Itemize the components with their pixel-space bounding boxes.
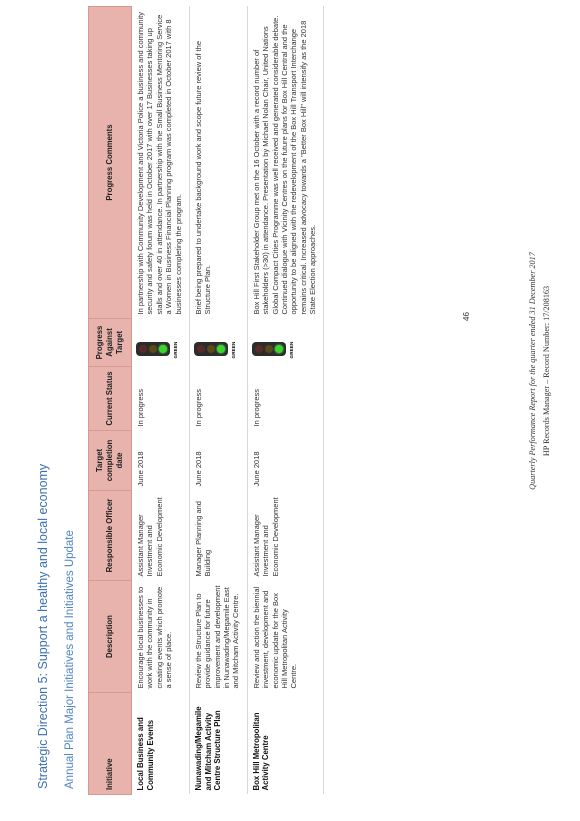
- header-target-date: Target completion date: [89, 431, 132, 491]
- cell-status: In progress: [189, 367, 247, 431]
- cell-status: In progress: [247, 367, 324, 431]
- table-row: [189, 7, 247, 795]
- header-description: Description: [89, 581, 132, 693]
- header-status: Current Status: [89, 367, 132, 431]
- page-number: 46: [462, 312, 471, 321]
- cell-target-date: June 2018: [189, 431, 247, 491]
- cell-officer: Assistant Manager Investment and Economic Development: [247, 491, 324, 581]
- cell-officer: Manager Planning and Building: [189, 491, 247, 581]
- traffic-light-icon: [194, 343, 228, 357]
- traffic-light-label: GREEN: [173, 341, 179, 359]
- cell-progress: [247, 319, 324, 367]
- traffic-light-icon: [136, 343, 170, 357]
- table-header-row: [89, 7, 132, 795]
- cell-comments: Box Hill First Stakeholder Group met on the 16 October with a record number of stakeholders (>30) in attendance. Presentation by Michael Nolan Chair, United Nations Global Compact Cities Programme was well received and generated considerable debate. Continued dialogue with Vicinity Centres on the future plans for Box Hill Central and the opportunity to be aligned with the redevelopment of the Box Hill Transport Interchange remains critical. Increased advocacy towards a "Better Box Hill" will intensify as the 2018 State Election approaches.: [247, 7, 324, 319]
- page-heading: Strategic Direction 5: Support a healthy and local economy: [36, 463, 50, 789]
- footer-record-number: HP Records Manager – Record Number: 17/208163: [542, 285, 551, 457]
- cell-initiative: Local Business and Community Events: [132, 693, 190, 795]
- header-progress: Progress Against Target: [89, 319, 132, 367]
- traffic-light-label: GREEN: [231, 341, 237, 359]
- cell-description: Review and action the biennial investment, development and economic update for the Box Hill Metropolitan Activity Centre.: [247, 581, 324, 693]
- cell-initiative: Box Hill Metropolitan Activity Centre: [247, 693, 324, 795]
- header-initiative: Initiative: [89, 693, 132, 795]
- page-subheading: Annual Plan Major Initiatives and Initiatives Update: [64, 530, 76, 789]
- table-row: [132, 7, 190, 795]
- cell-comments: Brief being prepared to undertake background work and scope future review of the Structure Plan.: [189, 7, 247, 319]
- cell-progress: [189, 319, 247, 367]
- table-row: [247, 7, 324, 795]
- cell-status: In progress: [132, 367, 190, 431]
- traffic-light-label: GREEN: [289, 341, 295, 359]
- footer-report-title: Quarterly Performance Report for the quarter ended 31 December 2017: [528, 252, 537, 490]
- header-comments: Progress Comments: [89, 7, 132, 319]
- cell-description: Encourage local businesses to work with the community in creating events which promote a sense of place.: [132, 581, 190, 693]
- cell-target-date: June 2018: [247, 431, 324, 491]
- cell-comments: In partnership with Community Development and Victoria Police a business and community security and safety forum was held in October 2017 with over 17 Businesses taking up stalls and over 40 in attendance. In partnership with the Small Business Mentoring Service a Women in Business Financial Planning program was completed in October 2017 with 8 businesses completing the program.: [132, 7, 190, 319]
- cell-progress: [132, 319, 190, 367]
- cell-description: Review the Structure Plan to provide guidance for future improvement and development in Nunawading/Megamile East and Mitcham Activity Centre.: [189, 581, 247, 693]
- cell-target-date: June 2018: [132, 431, 190, 491]
- header-officer: Responsible Officer: [89, 491, 132, 581]
- cell-initiative: Nunawading/Megamile and Mitcham Activity Centre Structure Plan: [189, 693, 247, 795]
- traffic-light-icon: [252, 343, 286, 357]
- cell-officer: Assistant Manager Investment and Economic Development: [132, 491, 190, 581]
- initiatives-table: [88, 6, 324, 795]
